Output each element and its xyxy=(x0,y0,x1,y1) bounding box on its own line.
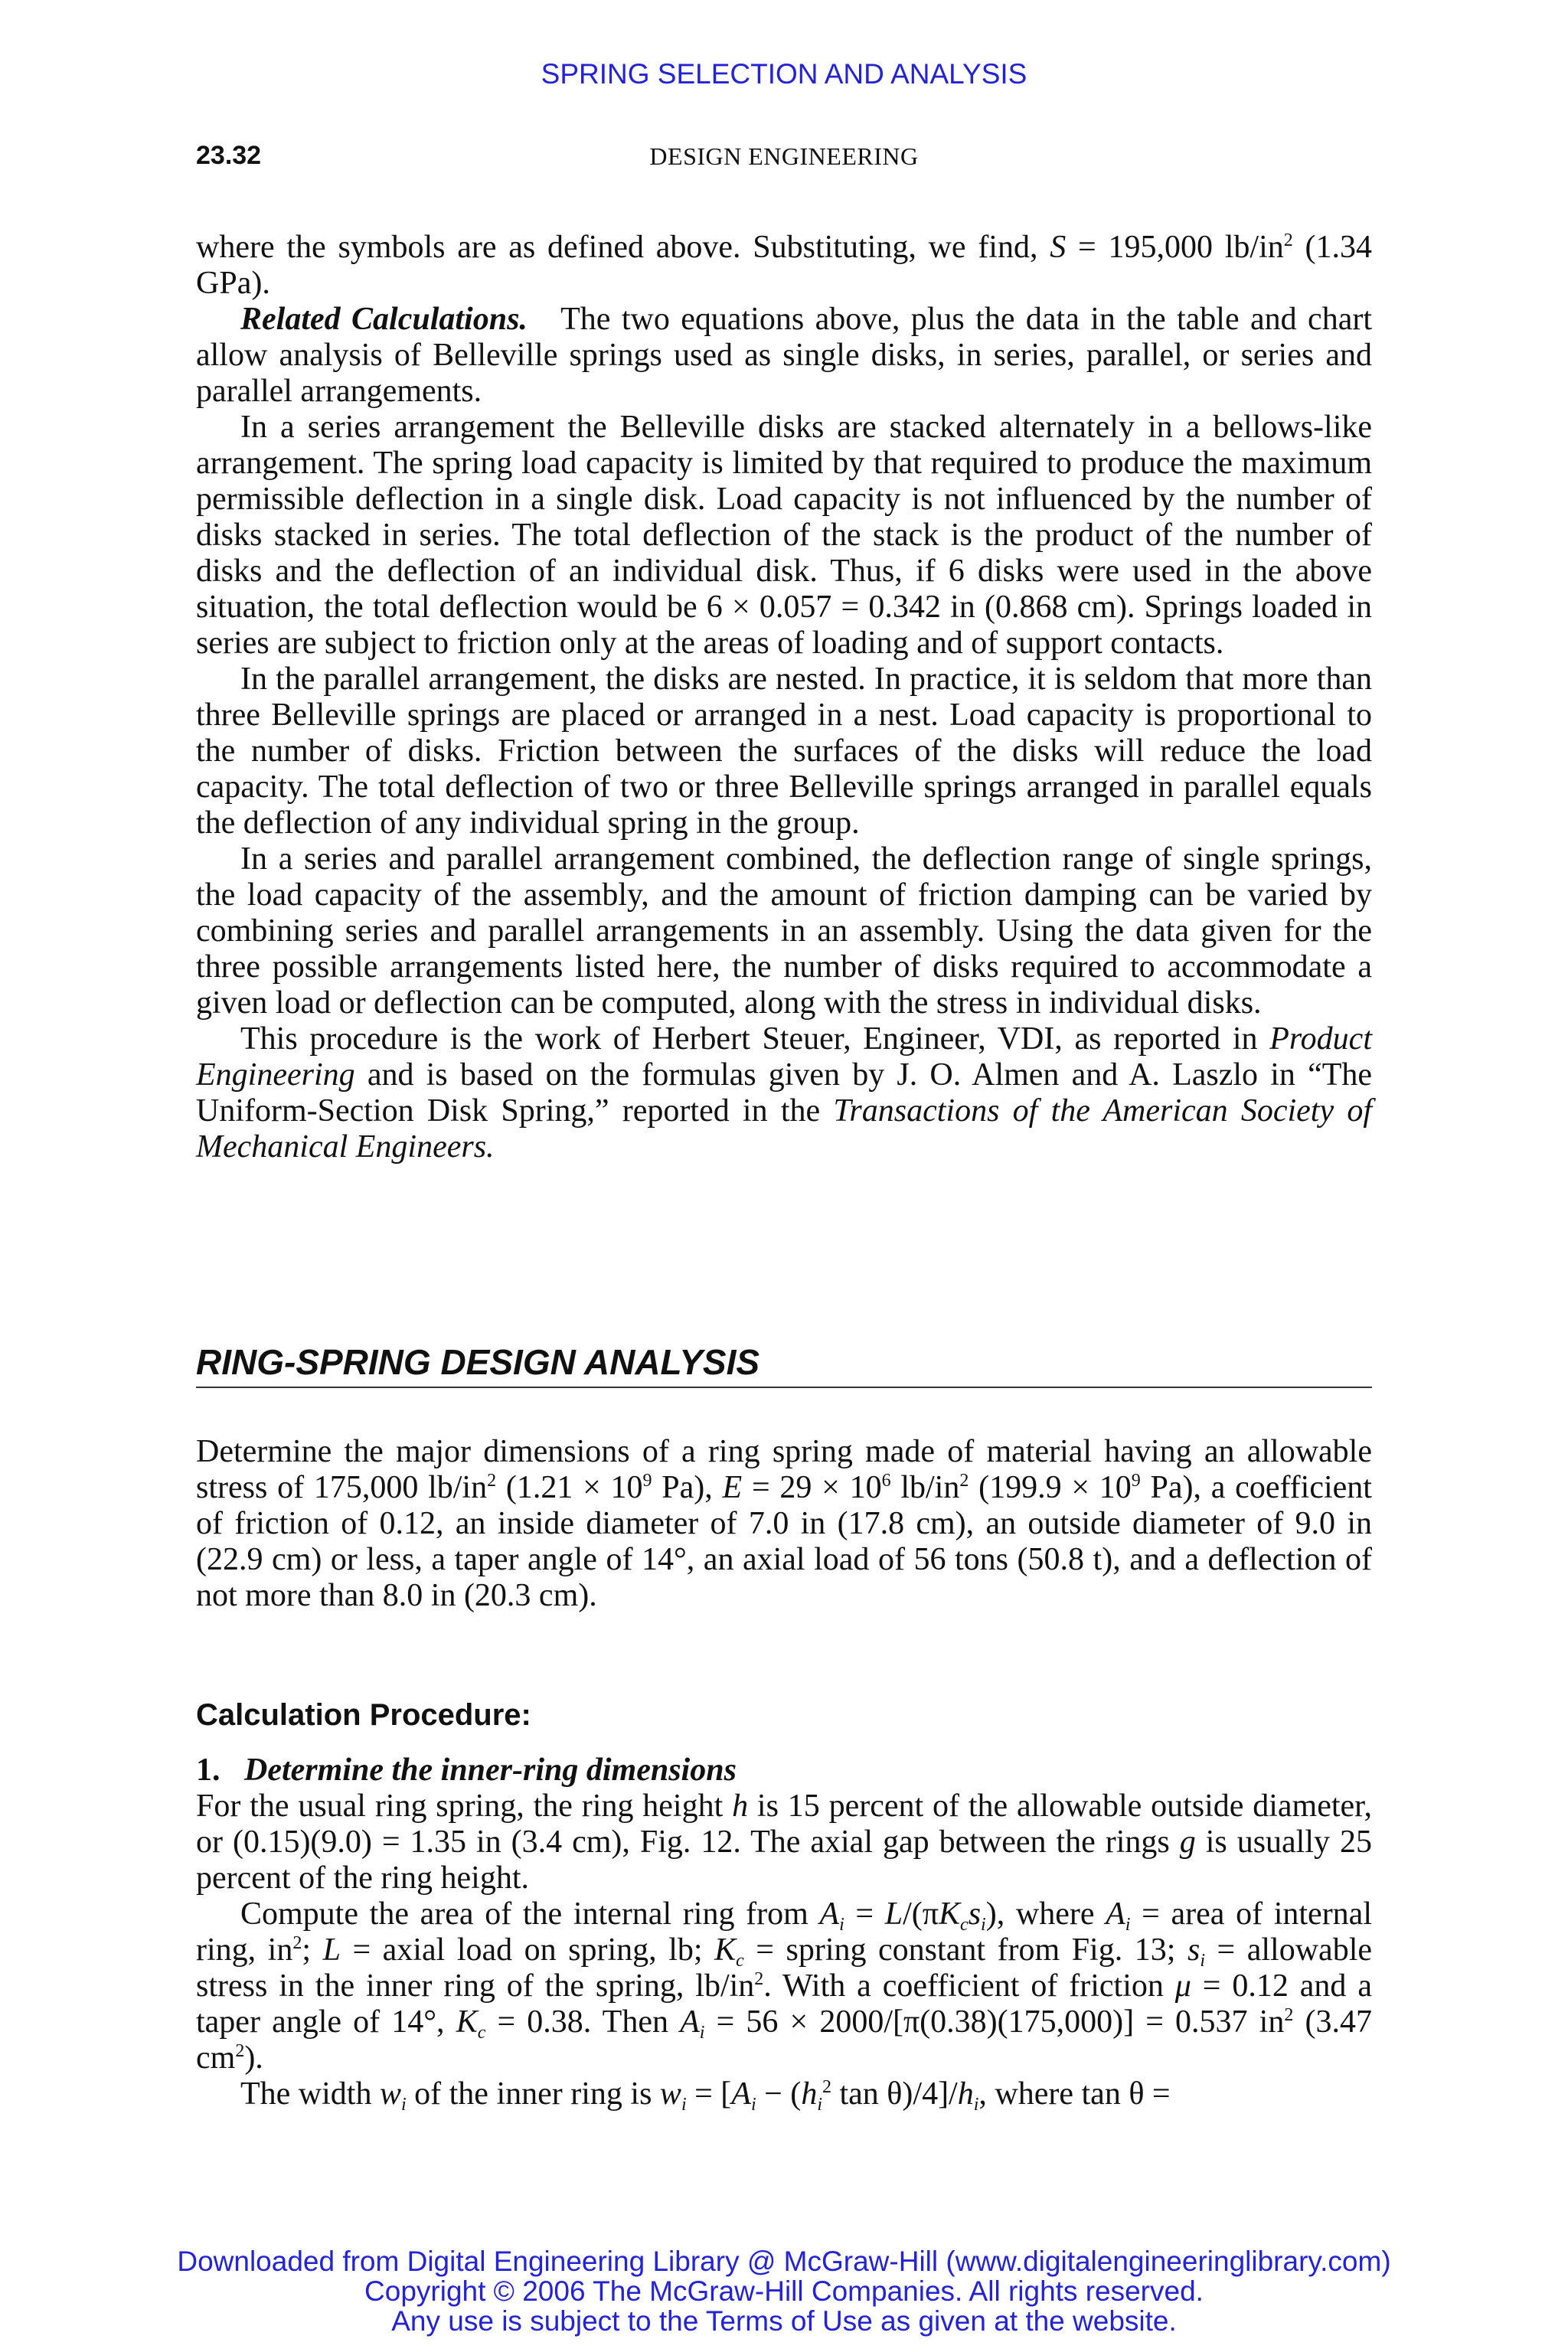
related-calculations-label: Related Calculations. xyxy=(240,302,528,337)
footer-line-2: Copyright © 2006 The McGraw-Hill Companies. All rights reserved. xyxy=(364,2275,1204,2307)
paragraph-ring-height: For the usual ring spring, the ring height h is 15 percent of the allowable outside diameter, or (0.15)(9.0) = 1.35 in (3.4 cm), Fig. 12. The axial gap between the rings g is usually 25 percent of the ring height. xyxy=(196,1788,1372,1896)
paragraph-related-calculations: Related Calculations. The two equations above, plus the data in the table and chart allow analysis of Belleville springs used as single disks, in series, parallel, or series and parallel arrangements. xyxy=(196,302,1372,409)
text-block-upper xyxy=(196,230,1372,1165)
text-block-procedure xyxy=(196,1753,1373,2115)
paragraph-source xyxy=(196,1021,1372,1165)
download-footer xyxy=(0,2246,1568,2336)
step-1-title: Determine the inner-ring dimensions xyxy=(244,1753,737,1788)
paragraph-width: The width $w_i$ of the inner ring is $w_i = [A_i - (h_i^2$ $\tan \theta)/4]/h_i$, where tan θ = xyxy=(240,2076,1171,2115)
section-rule xyxy=(196,1387,1372,1388)
paragraph-area: Compute the area of the internal ring from $A_i = L/(\pi K_cs_i)$, where $A_i$ = area of internal ring, $in^2$; L = axial load on spring, lb; $K_c$ = spring constant from Fig. 13; $s_i$ = allowable stress in the inner ring of the spring, $lb/in^2$. With a coefficient of friction μ = 0.12 and a taper angle of 14°, $K_c = 0.38$. Then $A_i = 56 \times 2000/[\pi(0.38)(175,000)] = 0.537$ $in^2$ (3.47 $cm^2$). xyxy=(196,1896,1373,2076)
step-1-number: 1. xyxy=(196,1753,220,1788)
paragraph-result: where the symbols are as defined above. Substituting, we find, S = 195,000 $lb/in^2$ (1.34 GPa). xyxy=(196,230,1373,301)
page-number: 23.32 xyxy=(196,141,262,170)
paragraph-series: In a series arrangement the Belleville disks are stacked alternately in a bellows-like arrangement. The spring load capacity is limited by that required to produce the maximum permissible deflection in a single disk. Load capacity is not influenced by the number of disks stacked in series. The total deflection of the stack is the product of the number of disks and the deflection of an individual disk. Thus, if 6 disks were used in the above situation, the total deflection would be 6 × 0.057 = 0.342 in (0.868 cm). Springs loaded in series are subject to friction only at the areas of loading and of support contacts. xyxy=(196,410,1372,661)
paragraph-problem: Determine the major dimensions of a ring spring made of material having an allowable stress of 175,000 $lb/in^2$ ($1.21 \times 10^9$ Pa), $E = 29 \times 10^6$ $lb/in^2$ ($199.9 \times 10^9$ Pa), a coefficient of friction of 0.12, an inside diameter of 7.0 in (17.8 cm), an outside diameter of 9.0 in (22.9 cm) or less, a taper angle of 14°, an axial load of 56 tons (50.8 t), and a deflection of not more than 8.0 in (20.3 cm). xyxy=(196,1434,1372,1613)
book-title: DESIGN ENGINEERING xyxy=(649,142,919,170)
paragraph-parallel: In the parallel arrangement, the disks are nested. In practice, it is seldom that more than three Belleville springs are placed or arranged in a nest. Load capacity is proportional to the number of disks. Friction between the surfaces of the disks will reduce the load capacity. The total deflection of two or three Belleville springs arranged in parallel equals the deflection of any individual spring in the group. xyxy=(196,662,1372,841)
section-title: RING-SPRING DESIGN ANALYSIS xyxy=(196,1342,760,1382)
problem-statement xyxy=(196,1434,1372,1614)
paragraph-series-parallel: In a series and parallel arrangement combined, the deflection range of single springs, the load capacity of the assembly, and the amount of friction damping can be varied by combining series and parallel arrangements in an assembly. Using the data given for the three possible arrangements listed here, the number of disks required to accommodate a given load or deflection can be computed, along with the stress in individual disks. xyxy=(196,841,1372,1021)
source-publication: Product Engineering xyxy=(196,1021,1372,1093)
calculation-procedure-heading: Calculation Procedure: xyxy=(196,1698,531,1732)
footer-line-1[interactable]: Downloaded from Digital Engineering Library @ McGraw-Hill (www.digitalengineeringlibrary.com) xyxy=(177,2246,1391,2277)
footer-line-3: Any use is subject to the Terms of Use as given at the website. xyxy=(391,2305,1177,2337)
step-1-heading xyxy=(196,1753,1372,1788)
source-text-2: and is based on the formulas given by J. O. Almen and A. Laszlo in “The Uniform-Section Disk Spring,” reported in the xyxy=(196,1057,1373,1129)
source-journal: Transactions of the American Society of Mechanical Engineers. xyxy=(196,1093,1373,1165)
running-title: SPRING SELECTION AND ANALYSIS xyxy=(541,58,1027,90)
source-text-1: This procedure is the work of Herbert Steuer, Engineer, VDI, as reported in xyxy=(240,1021,1258,1057)
